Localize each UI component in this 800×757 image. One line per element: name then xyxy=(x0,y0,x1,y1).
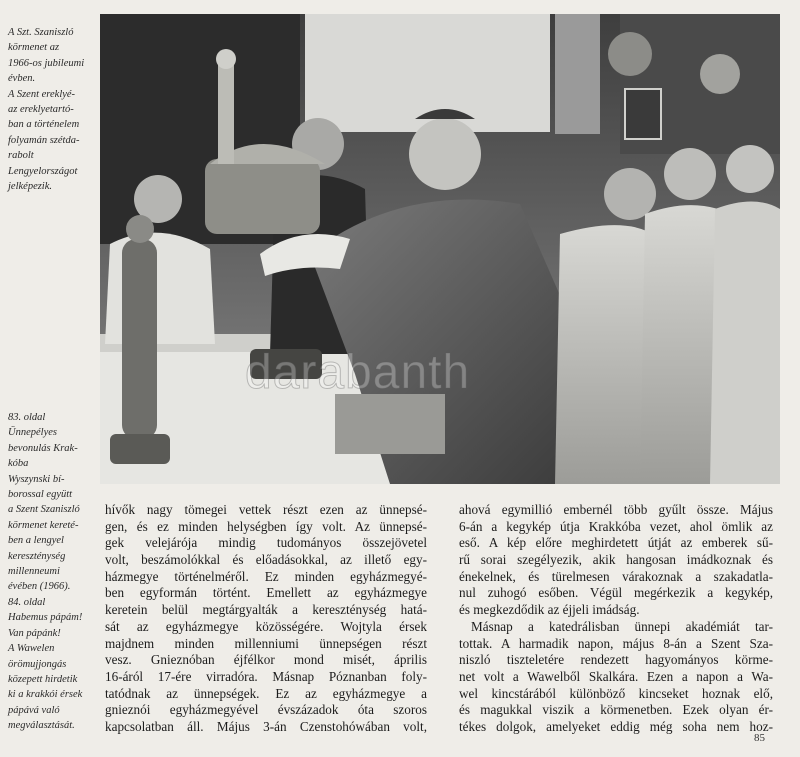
page-number: 85 xyxy=(754,732,765,744)
watermark: darabanth xyxy=(245,346,471,399)
text-line: kapcsolatban áll. Május 3-án Czenstohówában volt, xyxy=(105,718,427,734)
text-line: 6-án a kegykép útja Krakkóba vezet, ahol ömlik az xyxy=(459,518,773,534)
text-line: énekelnek, és türelmesen várakoznak a szakadatla- xyxy=(459,568,773,584)
text-line: wel kincstárából különböző kincseket hoznak elő, xyxy=(459,685,773,701)
text-line: rű sorai szegélyezik, akik hangosan imádkoznak és xyxy=(459,552,773,568)
text-line: 16-áról 17-ére virradóra. Másnap Póznanban foly- xyxy=(105,668,427,684)
text-line: net volt a Wawelből Skalkára. Ezen a napon a Wa- xyxy=(459,668,773,684)
text-line: majdnem minden millenniumi ünnepségen részt xyxy=(105,635,427,651)
text-line: niszló tiszteletére rendezett hagyományos körme- xyxy=(459,652,773,668)
text-line: és magukkal viszik a körmenetben. Ezek olyan ér- xyxy=(459,702,773,718)
body-text-right-column xyxy=(459,502,773,736)
text-line: gen, és ez minden helységben így volt. Az ünnepsé- xyxy=(105,518,427,534)
text-line: tékes dolgok, amelyeket eddig még soha nem hoz- xyxy=(459,718,773,734)
text-line: eső. A kép előre meghirdetett útját az emberek sű- xyxy=(459,535,773,551)
text-line: vesz. Gnieznóban éjfélkor mond misét, április xyxy=(105,652,427,668)
text-line: nul zuhogó esőben. Végül megérkezik a kegykép, xyxy=(459,585,773,601)
text-line: és megkezdődik az éjjeli imádság. xyxy=(459,602,640,618)
text-line: Másnap a katedrálisban ünnepi akadémiát tar- xyxy=(471,618,773,634)
text-line: ahová egymillió embernél több gyűlt össze. Május xyxy=(459,502,773,517)
body-text-left-column xyxy=(105,502,427,736)
text-line: tatódnak az ünnepségek. Ez az egyházmegye a xyxy=(105,685,427,701)
text-line: ben egyformán történt. Emellett az egyházmegye xyxy=(105,585,427,601)
photo-caption-page-83: 83. oldal Ünnepélyes bevonulás Krak- kóba Wyszynski bí- borossal együtt a Szent Szaniszló körmenet kereté- ben a lengyel kereszténység millenneumi évében (1966). xyxy=(8,412,80,593)
procession-photo xyxy=(100,14,780,484)
text-line: gnieznói egyházmegyével évszázadok óta szoros xyxy=(105,702,427,718)
text-line: keretein belül megtárgyalták a kereszténység hatá- xyxy=(105,602,427,618)
text-line: házmegye történelméről. Ez minden egyházmegyé- xyxy=(105,568,427,584)
text-line: volt, beszámolókkal és előadásokkal, az illető egy- xyxy=(105,552,427,568)
text-line: hívők nagy tömegei vettek részt ezen az ünnepsé- xyxy=(105,502,427,517)
photo-caption-procession: A Szt. Szaniszló körmenet az 1966-os jubileumi évben. A Szent ereklyé- az ereklyetartó- ban a történelem folyamán szétda- rabolt Lengyelországot jelképezik. xyxy=(8,27,85,193)
text-line: tottak. A harmadik napon, május 8-án a Szent Sza- xyxy=(459,635,773,651)
photo-caption-page-84: 84. oldal Habemus pápám! Van pápánk! A Wawelen örömujjongás közepett hirdetik ki a krakkói érsek pápává való megválasztását. xyxy=(8,597,83,732)
text-line: sát az egyházmegye közösségére. Wojtyla érsek xyxy=(105,618,427,634)
text-line: gek velejárója mindig tudományos összejövetel xyxy=(105,535,427,551)
